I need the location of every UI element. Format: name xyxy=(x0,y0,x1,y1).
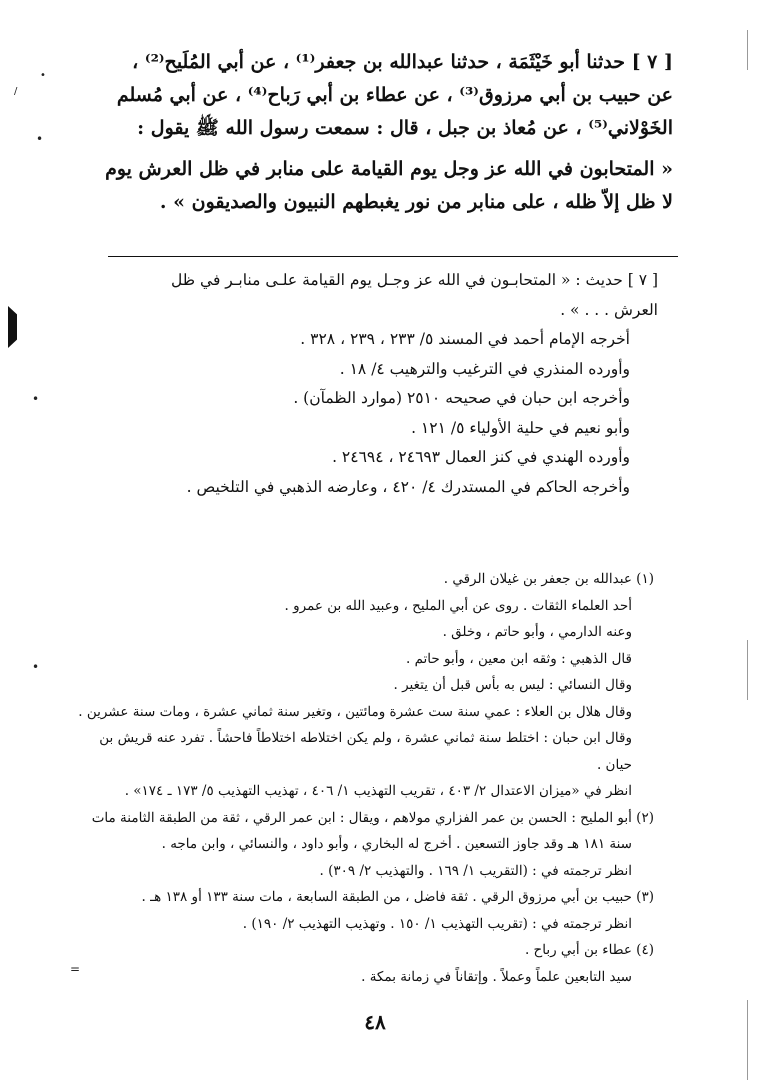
footnotes xyxy=(54,566,654,990)
footnote-3-title: (٣) حبيب بن أبي مرزوق الرقي . ثقة فاضل ، من الطبقة السابعة ، مات سنة ١٣٣ أو ١٣٨ هـ . xyxy=(141,889,654,905)
footnote-line: وعنه الدارمي ، وأبو حاتم ، وخلق . xyxy=(442,624,632,640)
hadith-line-3: الخَوْلاني⁽⁵⁾ ، عن مُعاذ بن جبل ، قال : سمعت رسول الله ﷺ يقول : xyxy=(137,117,673,139)
footnote-line: انظر ترجمته في : (التقريب ١/ ١٦٩ . والتهذيب ٢/ ٣٠٩) . xyxy=(319,862,632,879)
separator-rule xyxy=(108,256,678,257)
hadith-quote-line-1: « المتحابون في الله عز وجل يوم القيامة على منابر في ظل العرش يوم xyxy=(105,158,673,180)
commentary-line-5: وأخرجه ابن حبان في صحيحه ٢٥١٠ (موارد الظمآن) . xyxy=(293,389,630,407)
footnote-line: حيان . xyxy=(596,756,632,773)
scan-speck: / xyxy=(14,86,18,97)
scan-edge-line xyxy=(747,640,748,700)
page-number: ٤٨ xyxy=(364,1010,386,1034)
scan-speck: = xyxy=(70,962,81,976)
takhrij-commentary xyxy=(68,266,658,502)
hadith-main-text xyxy=(73,46,673,219)
commentary-line-8: وأخرجه الحاكم في المستدرك ٤/ ٤٢٠ ، وعارضه الذهبي في التلخيص . xyxy=(186,477,630,496)
scan-speck: • xyxy=(32,660,40,674)
scan-speck: • xyxy=(36,132,44,146)
footnote-line: انظر ترجمته في : (تقريب التهذيب ١/ ١٥٠ . وتهذيب التهذيب ٢/ ١٩٠) . xyxy=(242,915,632,932)
footnote-line: أحد العلماء الثقات . روى عن أبي المليح ، وعبيد الله بن عمرو . xyxy=(284,597,632,614)
commentary-line-6: وأبو نعيم في حلية الأولياء ٥/ ١٢١ . xyxy=(411,418,630,437)
commentary-line-7: وأورده الهندي في كنز العمال ٢٤٦٩٣ ، ٢٤٦٩٤ . xyxy=(332,448,630,466)
scan-speck: • xyxy=(40,70,46,81)
scan-tab-mark xyxy=(8,306,17,348)
hadith-line-2: عن حبيب بن أبي مرزوق⁽³⁾ ، عن عطاء بن أبي رَباح⁽⁴⁾ ، عن أبي مُسلم xyxy=(116,84,673,106)
footnote-1-title: (١) عبدالله بن جعفر بن غيلان الرقي . xyxy=(443,571,654,587)
hadith-line-1: [ ٧ ] حدثنا أبو خَيْثَمَة ، حدثنا عبدالله بن جعفر⁽¹⁾ ، عن أبي المُلَيح⁽²⁾ ، xyxy=(132,51,673,73)
commentary-line-3: أخرجه الإمام أحمد في المسند ٥/ ٢٣٣ ، ٢٣٩ ، ٣٢٨ . xyxy=(300,330,630,348)
footnote-line: وقال ابن حبان : اختلط سنة ثماني عشرة ، ولم يكن اختلاطه اختلاطاً فاحشاً . تفرد عنه قريش بن xyxy=(99,730,632,746)
footnote-line: وقال هلال بن العلاء : عمي سنة ست عشرة ومائتين ، وتغير سنة ثماني عشرة ، ومات سنة عشرين . xyxy=(78,703,632,720)
footnote-2-title: (٢) أبو المليح : الحسن بن عمر الفزاري مولاهم ، ويقال : ابن عمر الرقي ، ثقة من الطبقة الثامنة مات xyxy=(91,809,654,826)
commentary-line-2: العرش . . . » . xyxy=(560,300,658,319)
commentary-line-1: [ ٧ ] حديث : « المتحابـون في الله عز وجـل يوم القيامة علـى منابـر في ظل xyxy=(171,271,658,289)
hadith-quote xyxy=(73,153,673,219)
footnote-4-title: (٤) عطاء بن أبي رباح . xyxy=(524,942,654,958)
hadith-quote-line-2: لا ظل إلاّ ظله ، على منابر من نور يغبطهم النبيون والصديقون » . xyxy=(159,191,673,213)
scan-speck: • xyxy=(32,392,40,406)
scan-edge-line xyxy=(747,30,748,70)
footnote-line: انظر في «ميزان الاعتدال ٢/ ٤٠٣ ، تقريب التهذيب ١/ ٤٠٦ ، تهذيب التهذيب ٥/ ١٧٣ ـ ١٧٤» . xyxy=(124,783,632,799)
footnote-line: وقال النسائي : ليس به بأس قبل أن يتغير . xyxy=(393,677,632,693)
scan-edge-line xyxy=(747,1000,748,1080)
footnote-line: سيد التابعين علماً وعملاً . وإتقاناً في زمانة بمكة . xyxy=(361,968,632,985)
footnote-line: قال الذهبي : وثقه ابن معين ، وأبو حاتم . xyxy=(405,650,632,667)
commentary-line-4: وأورده المنذري في الترغيب والترهيب ٤/ ١٨ . xyxy=(339,359,630,378)
footnote-line: سنة ١٨١ هـ وقد جاوز التسعين . أخرج له البخاري ، وأبو داود ، والنسائي ، وابن ماجه . xyxy=(161,836,632,852)
